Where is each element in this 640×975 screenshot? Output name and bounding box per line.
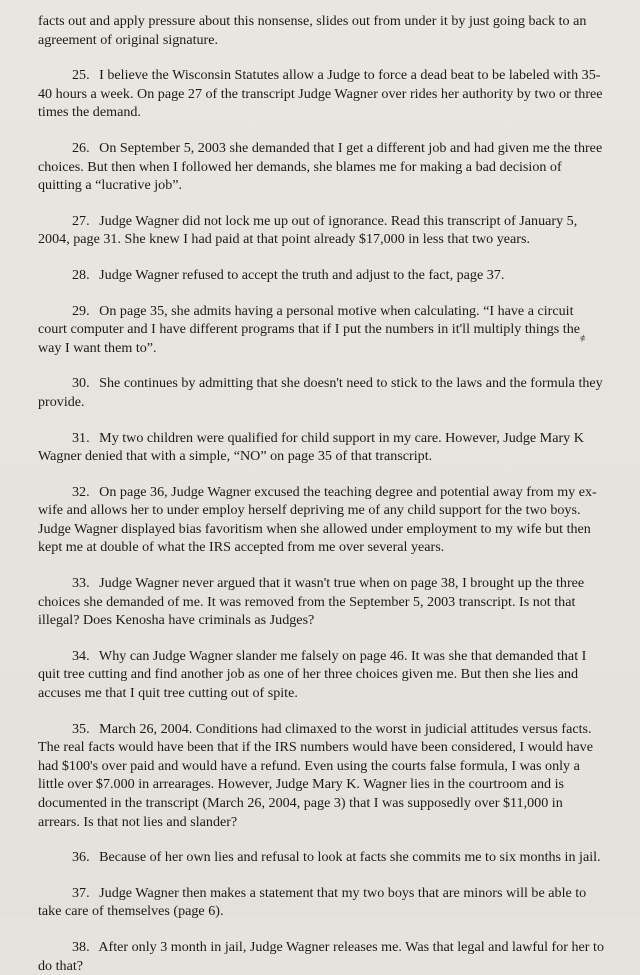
paragraph-number: 34. xyxy=(72,647,90,664)
paragraph-text: Judge Wagner did not lock me up out of ignorance. Read this transcript of January 5, 2004, page 31. She knew I had paid at that point already $17,000 in less that two years. xyxy=(38,212,578,248)
numbered-paragraph xyxy=(38,374,604,411)
paragraph-text: On September 5, 2003 she demanded that I get a different job and had given me the three choices. But then when I followed her demands, she blames me for making a bad decision of quitting a “lucrative job”. xyxy=(38,139,603,194)
paragraph-number: 36. xyxy=(72,849,90,866)
paragraph-number: 33. xyxy=(72,575,90,592)
paragraph-text: Judge Wagner refused to accept the truth and adjust to the fact, page 37. xyxy=(99,266,505,283)
paragraph-number: 32. xyxy=(72,483,90,500)
paragraph-text: On page 35, she admits having a personal motive when calculating. “I have a circuit court computer and I have different programs that if I put the numbers in it'll multiply things the way I want them to”. xyxy=(38,302,581,356)
numbered-paragraph xyxy=(38,483,604,557)
numbered-paragraph xyxy=(38,266,604,285)
paragraph-number: 29. xyxy=(72,302,90,319)
numbered-paragraph xyxy=(38,212,604,249)
paragraph-number: 31. xyxy=(72,429,90,446)
paragraph-text: After only 3 month in jail, Judge Wagner releases me. Was that legal and lawful for her to do that? xyxy=(38,938,604,974)
paragraph-text: Because of her own lies and refusal to look at facts she commits me to six months in jail. xyxy=(99,849,601,866)
paragraph-text: Judge Wagner never argued that it wasn't true when on page 38, I brought up the three choices she demanded of me. It was removed from the September 5, 2003 transcript. Is not that illegal? Does Kenosha have criminals as Judges? xyxy=(38,575,585,629)
handwritten-mark: ≢ xyxy=(578,332,592,345)
numbered-paragraph xyxy=(38,139,604,195)
paragraph-number: 26. xyxy=(72,139,90,156)
paragraph-text: March 26, 2004. Conditions had climaxed to the worst in judicial attitudes versus facts. The real facts would have been that if the IRS numbers would have been considered, I would have had $100's over paid and would have a refund. Even using the courts false formula, I was only a little over $7.000 in arrearages. However, Judge Mary K. Wagner lies in the courtroom and is documented in the transcript (March 26, 2004, page 3) that I was supposedly over $11,000 in arrears. Is that not lies and slander? xyxy=(38,720,593,830)
numbered-paragraph xyxy=(38,938,604,975)
paragraph-text: My two children were qualified for child support in my care. However, Judge Mary K Wagner denied that with a simple, “NO” on page 35 of that transcript. xyxy=(38,429,584,465)
numbered-paragraph xyxy=(38,66,604,122)
continuation-paragraph: facts out and apply pressure about this nonsense, slides out from under it by just going back to an agreement of original signature. xyxy=(38,13,587,48)
numbered-paragraph xyxy=(38,302,604,358)
paragraph-text: Why can Judge Wagner slander me falsely on page 46. It was she that demanded that I quit tree cutting and find another job as one of her three choices given me. But then she lies and accuses me that I quit tree cutting out of spite. xyxy=(38,647,587,702)
paragraph-number: 28. xyxy=(72,266,90,283)
numbered-paragraph xyxy=(38,884,604,921)
paragraph-number: 30. xyxy=(72,375,90,392)
paragraph-list xyxy=(38,66,604,975)
paragraph-text: Judge Wagner then makes a statement that my two boys that are minors will be able to take care of themselves (page 6). xyxy=(38,884,587,920)
numbered-paragraph xyxy=(38,848,604,867)
paragraph-number: 25. xyxy=(72,67,90,84)
numbered-paragraph xyxy=(38,429,604,466)
paragraph-text: On page 36, Judge Wagner excused the teaching degree and potential away from my ex-wife and allows her to under employ herself depriving me of any child support for the two boys. Judge Wagner displayed bias favoritism when she allowed under employment to my wife but then kept me at double of what the IRS accepted from me over several years. xyxy=(38,483,597,556)
paragraph-text: I believe the Wisconsin Statutes allow a Judge to force a dead beat to be labeled with 35-40 hours a week. On page 27 of the transcript Judge Wagner over rides her authority by two or three times the demand. xyxy=(38,67,603,121)
paragraph-number: 35. xyxy=(72,720,90,737)
numbered-paragraph xyxy=(38,647,604,703)
paragraph-number: 37. xyxy=(72,884,90,901)
paragraph-text: She continues by admitting that she doesn't need to stick to the laws and the formula they provide. xyxy=(38,375,603,410)
numbered-paragraph xyxy=(38,574,604,630)
numbered-paragraph xyxy=(38,720,604,832)
paragraph-number: 27. xyxy=(72,212,90,229)
paragraph-number: 38. xyxy=(72,938,90,955)
